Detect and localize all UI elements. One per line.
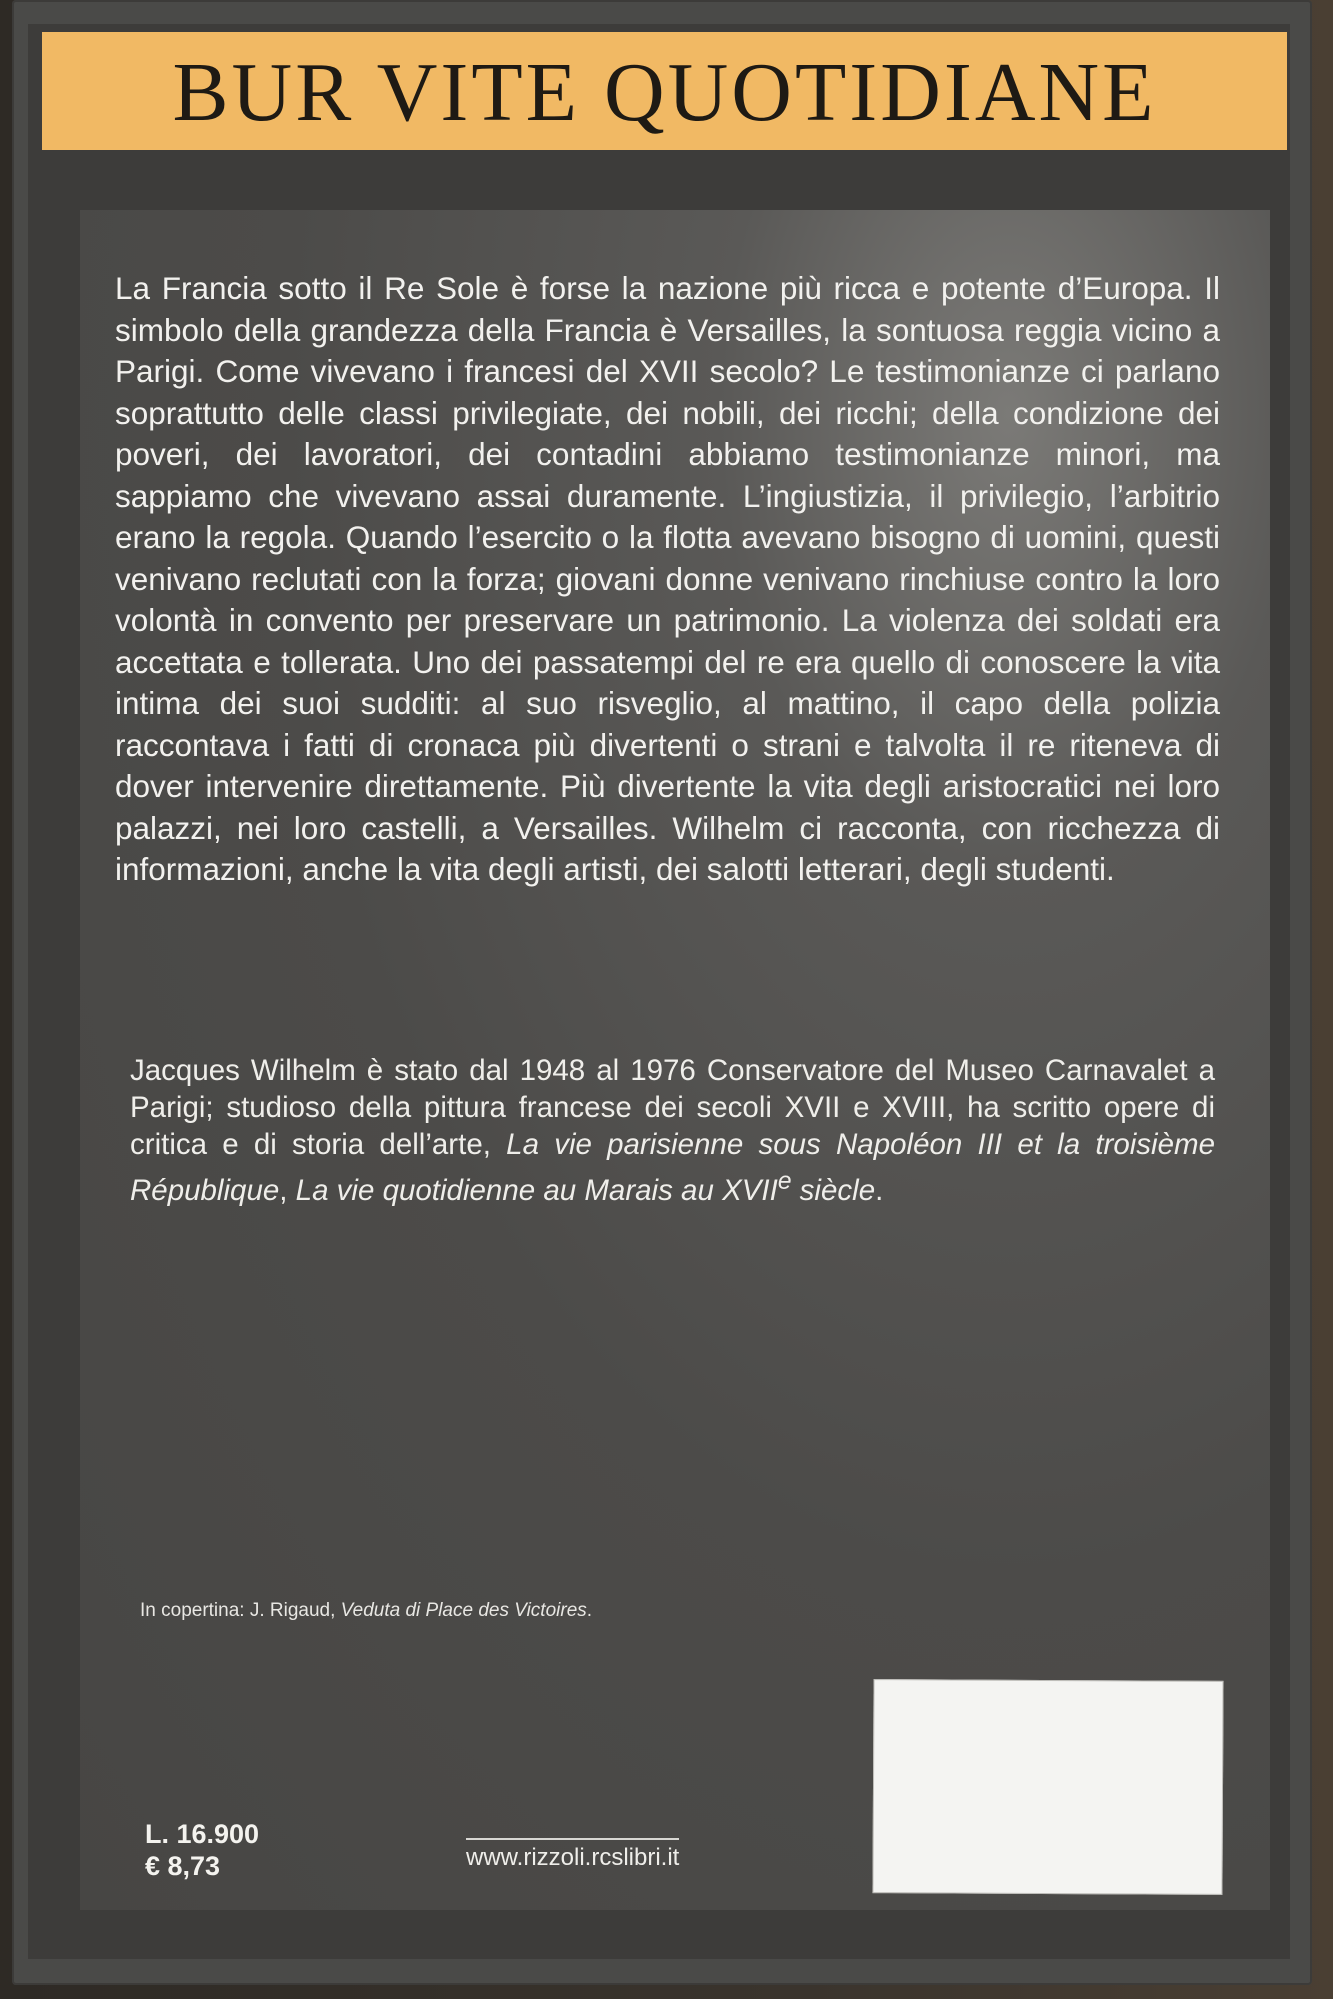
author-bio bbox=[130, 1052, 1215, 1209]
description-block bbox=[115, 268, 1220, 891]
author-bio-text: Jacques Wilhelm è stato dal 1948 al 1976 Conservatore del Museo Carnavalet a Parigi; studioso della pittura francese dei secoli XVII e XVIII, ha scritto opere di critica e di storia dell’arte, bbox=[130, 1054, 1215, 1161]
publisher-website: www.rizzoli.rcslibri.it bbox=[466, 1838, 679, 1872]
author-bio-end: . bbox=[875, 1173, 884, 1207]
author-bio-paragraph bbox=[130, 1052, 1215, 1209]
author-work-2-sup: e bbox=[777, 1168, 792, 1195]
cover-credit-end: . bbox=[586, 1600, 593, 1621]
author-work-1: La vie parisienne sous Napoléon III et la troisième République bbox=[130, 1128, 1215, 1207]
author-work-2-suffix: siècle bbox=[791, 1173, 876, 1207]
author-work-2-prefix: La vie quotidienne au Marais au XVII bbox=[295, 1173, 778, 1207]
price-lire: L. 16.900 bbox=[145, 1819, 260, 1849]
cover-credit bbox=[140, 1600, 592, 1622]
description-text: La Francia sotto il Re Sole è forse la nazione più ricca e potente d’Europa. Il simbolo della grandezza della Francia è Versailles, la sontuosa reggia vicino a Parigi. Come vivevano i francesi del XVII secolo? Le testimonianze ci parlano soprattutto delle classi privilegiate, dei nobili, dei ricchi; della condizione dei poveri, dei lavoratori, dei contadini abbiamo testimonianze minori, ma sappiamo che vivevano assai duramente. L’ingiustizia, il privilegio, l’arbitrio erano la regola. Quando l’esercito o la flotta avevano bisogno di uomini, questi venivano reclutati con la forza; giovani donne venivano rinchiuse contro la loro volontà in convento per preservare un patrimonio. La violenza dei soldati era accettata e tollerata. Uno dei passatempi del re era quello di conoscere la vita intima dei suoi sudditi: al suo risveglio, al mattino, il capo della polizia raccontava i fatti di cronaca più divertenti o strani e talvolta il re riteneva di dover intervenire direttamente. Più divertente la vita degli aristocratici nei loro palazzi, nei loro castelli, a Versailles. Wilhelm ci racconta, con ricchezza di informazioni, anche la vita degli artisti, dei salotti letterari, degli studenti. bbox=[115, 270, 1220, 887]
author-work-separator: , bbox=[279, 1173, 296, 1207]
author-work-2 bbox=[295, 1168, 876, 1207]
series-title: BUR VITE QUOTIDIANE bbox=[172, 46, 1157, 139]
price-sticker bbox=[872, 1679, 1223, 1895]
price-block bbox=[145, 1818, 259, 1882]
price-euro: € 8,73 bbox=[145, 1851, 221, 1881]
series-banner bbox=[42, 32, 1287, 150]
cover-credit-prefix: In copertina: J. Rigaud, bbox=[140, 1600, 341, 1621]
cover-credit-title: Veduta di Place des Victoires bbox=[340, 1600, 587, 1621]
